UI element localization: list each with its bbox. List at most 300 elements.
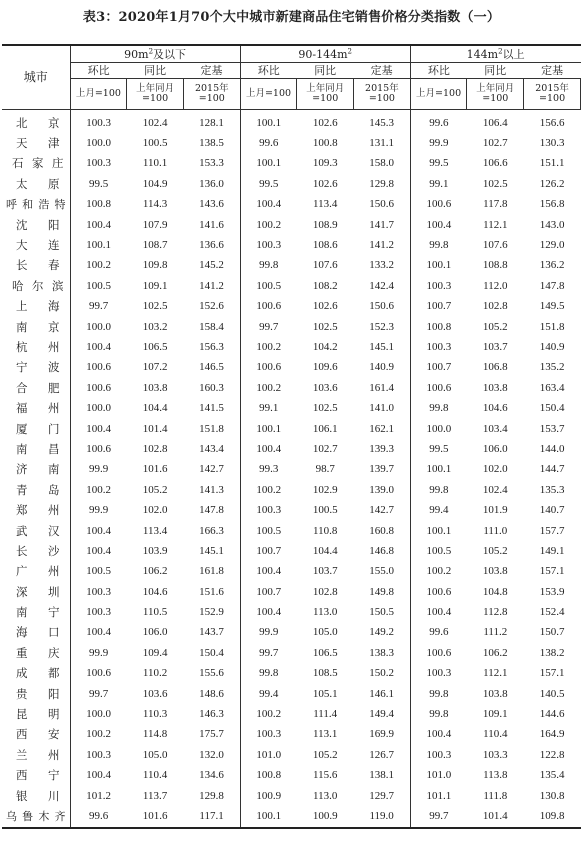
cell-large-yoy: 103.8 <box>482 687 508 700</box>
cell-mid-yoy: 103.7 <box>312 565 338 578</box>
cell-large-base: 147.8 <box>539 279 565 292</box>
cell-large-yoy: 106.6 <box>482 157 508 170</box>
cell-mid-yoy: 108.2 <box>312 279 338 292</box>
cell-large-mom: 99.5 <box>410 154 467 174</box>
cell-large-mom: 99.7 <box>410 806 467 827</box>
table-row <box>2 664 581 684</box>
city-name: 贵 阳 <box>16 686 60 701</box>
cell-small-yoy: 101.4 <box>142 422 168 435</box>
cell-small-mom: 100.6 <box>70 358 127 378</box>
cell-small-yoy: 113.4 <box>142 524 168 537</box>
cell-mid-mom: 99.7 <box>240 643 297 663</box>
cell-small-base: 152.9 <box>199 606 224 619</box>
cell-small-mom: 100.4 <box>70 337 127 357</box>
cell-small-mom: 100.2 <box>70 480 127 500</box>
col-header-mom: 环比 <box>240 63 297 79</box>
cell-small-mom: 100.1 <box>70 235 127 255</box>
cell-mid-base: 149.4 <box>369 708 395 721</box>
col-unit-base: 2015年=100 <box>524 79 581 110</box>
cell-mid-yoy: 113.1 <box>313 728 338 741</box>
cell-large-mom: 100.6 <box>410 195 467 215</box>
table-row <box>2 806 581 827</box>
city-name: 哈尔滨 <box>12 278 64 293</box>
cell-large-base: 144.6 <box>539 708 565 721</box>
cell-large-mom: 101.1 <box>410 786 467 806</box>
cell-small-base: 161.8 <box>199 565 224 578</box>
cell-large-base: 126.2 <box>539 177 565 190</box>
cell-large-base: 122.8 <box>539 748 565 761</box>
table-row <box>2 704 581 724</box>
cell-small-base: 136.0 <box>199 177 224 190</box>
city-name: 福 州 <box>16 401 60 416</box>
cell-small-base: 134.6 <box>199 769 224 782</box>
cell-large-mom: 101.0 <box>410 766 467 786</box>
cell-small-mom: 100.3 <box>70 745 127 765</box>
cell-mid-base: 149.8 <box>369 585 395 598</box>
cell-small-yoy: 113.7 <box>142 789 168 802</box>
cell-mid-yoy: 110.8 <box>313 524 338 537</box>
cell-mid-mom: 100.9 <box>240 786 297 806</box>
table-row <box>2 786 581 806</box>
cell-mid-base: 139.0 <box>369 483 395 496</box>
cell-large-base: 153.9 <box>539 585 565 598</box>
cell-small-mom: 100.8 <box>70 195 127 215</box>
cell-mid-yoy: 100.9 <box>297 806 354 827</box>
col-header-yoy: 同比 <box>314 64 337 77</box>
cell-small-mom: 99.7 <box>70 684 127 704</box>
city-name: 乌鲁木齐 <box>2 806 70 827</box>
city-name: 西 安 <box>16 727 60 742</box>
cell-mid-mom: 100.3 <box>240 235 297 255</box>
cell-small-mom: 100.6 <box>70 439 127 459</box>
cell-small-mom: 99.9 <box>70 500 127 520</box>
cell-large-yoy: 112.8 <box>483 606 508 619</box>
cell-mid-mom: 100.4 <box>240 602 297 622</box>
city-column-header: 城市 <box>2 45 70 110</box>
cell-large-yoy: 103.4 <box>482 422 508 435</box>
cell-mid-mom: 100.1 <box>240 806 297 827</box>
cell-mid-base: 141.0 <box>369 402 395 415</box>
cell-large-mom: 100.3 <box>410 745 467 765</box>
col-unit-yoy: 上年同月=100 <box>467 79 524 110</box>
cell-mid-mom: 100.6 <box>240 358 297 378</box>
group-header-small: $90m^2$及以下 <box>70 45 240 63</box>
cell-mid-mom: 99.9 <box>240 623 297 643</box>
table-row <box>2 154 581 174</box>
table-row <box>2 602 581 622</box>
cell-large-yoy: 101.4 <box>467 806 524 827</box>
cell-mid-yoy: 102.7 <box>312 442 338 455</box>
city-name: 北 京 <box>16 115 60 130</box>
cell-large-yoy: 110.4 <box>483 728 508 741</box>
cell-large-mom: 99.5 <box>410 439 467 459</box>
col-header-yoy: 同比 <box>144 64 167 77</box>
cell-large-yoy: 103.7 <box>482 340 508 353</box>
cell-small-yoy: 114.3 <box>142 198 168 211</box>
cell-small-mom: 100.5 <box>70 276 127 296</box>
city-name: 太 原 <box>16 176 60 191</box>
cell-small-yoy: 110.4 <box>142 769 168 782</box>
col-unit-yoy: 上年同月=100 <box>297 79 354 110</box>
cell-mid-yoy: 102.9 <box>312 483 338 496</box>
city-name: 广 州 <box>16 564 60 579</box>
cell-small-base: 141.5 <box>199 402 224 415</box>
cell-large-base: 156.6 <box>539 116 565 129</box>
cell-small-base: 150.4 <box>199 646 224 659</box>
cell-large-yoy: 106.2 <box>482 646 508 659</box>
cell-mid-yoy: 108.9 <box>312 218 338 231</box>
city-name: 呼和浩特 <box>6 198 66 212</box>
cell-mid-base: 149.2 <box>369 626 395 639</box>
cell-mid-base: 129.7 <box>369 789 395 802</box>
table-header <box>2 45 581 110</box>
cell-small-mom: 100.4 <box>70 419 127 439</box>
cell-large-mom: 99.6 <box>410 623 467 643</box>
cell-small-base: 138.5 <box>199 137 224 150</box>
cell-large-base: 149.5 <box>539 300 565 313</box>
cell-small-mom: 100.6 <box>70 664 127 684</box>
cell-small-base: 142.7 <box>199 463 224 476</box>
cell-large-base: 157.1 <box>539 667 565 680</box>
cell-mid-base: 138.1 <box>369 769 395 782</box>
cell-small-mom: 99.7 <box>70 297 127 317</box>
cell-mid-mom: 99.1 <box>240 398 297 418</box>
cell-large-base: 136.2 <box>539 259 565 272</box>
cell-large-yoy: 112.0 <box>483 279 508 292</box>
cell-large-mom: 99.8 <box>410 398 467 418</box>
city-name: 合 肥 <box>16 380 60 395</box>
cell-large-yoy: 104.8 <box>482 585 508 598</box>
cell-large-base: 151.1 <box>539 157 565 170</box>
cell-mid-mom: 100.2 <box>240 337 297 357</box>
cell-small-yoy: 102.0 <box>142 504 168 517</box>
city-name: 大 连 <box>16 238 60 253</box>
cell-mid-yoy: 102.6 <box>312 177 338 190</box>
cell-large-mom: 100.3 <box>410 337 467 357</box>
table-row <box>2 460 581 480</box>
cell-mid-base: 126.7 <box>369 748 395 761</box>
cell-mid-mom: 100.7 <box>240 541 297 561</box>
city-name: 西 宁 <box>16 768 60 783</box>
table-row <box>2 110 581 134</box>
cell-large-yoy: 102.7 <box>482 137 508 150</box>
cell-small-yoy: 106.5 <box>142 340 168 353</box>
cell-large-base: 140.5 <box>539 687 565 700</box>
cell-large-yoy: 106.0 <box>482 442 508 455</box>
cell-large-mom: 99.4 <box>410 500 467 520</box>
cell-large-yoy: 103.8 <box>482 381 508 394</box>
cell-large-base: 157.1 <box>539 565 565 578</box>
cell-mid-base: 139.7 <box>369 463 395 476</box>
cell-mid-base: 140.9 <box>369 361 395 374</box>
table-row <box>2 276 581 296</box>
cell-small-mom: 100.5 <box>70 562 127 582</box>
cell-small-base: 132.0 <box>199 748 224 761</box>
cell-large-yoy: 102.0 <box>482 463 508 476</box>
cell-large-base: 157.7 <box>539 524 565 537</box>
cell-mid-yoy: 105.2 <box>312 748 338 761</box>
cell-mid-base: 133.2 <box>369 259 395 272</box>
group-header-large: $144m^2$以上 <box>410 45 580 63</box>
city-name: 长 沙 <box>16 543 60 558</box>
cell-mid-mom: 100.4 <box>240 562 297 582</box>
cell-large-mom: 100.6 <box>410 378 467 398</box>
cell-mid-yoy: 113.0 <box>313 789 338 802</box>
table-row <box>2 582 581 602</box>
cell-mid-mom: 100.2 <box>240 704 297 724</box>
cell-mid-base: 152.3 <box>369 320 395 333</box>
cell-mid-yoy: 100.5 <box>312 504 338 517</box>
city-name: 南 京 <box>16 319 60 334</box>
city-name: 南 宁 <box>16 605 60 620</box>
cell-mid-yoy: 108.6 <box>312 239 338 252</box>
cell-small-yoy: 107.2 <box>142 361 168 374</box>
cell-small-yoy: 105.2 <box>142 483 168 496</box>
cell-mid-mom: 99.8 <box>240 256 297 276</box>
cell-large-mom: 99.8 <box>410 684 467 704</box>
cell-small-base: 152.6 <box>199 300 224 313</box>
cell-mid-base: 142.4 <box>369 279 395 292</box>
cell-small-base: 151.8 <box>199 422 224 435</box>
cell-large-mom: 99.8 <box>410 704 467 724</box>
cell-large-mom: 99.9 <box>410 133 467 153</box>
table-row <box>2 215 581 235</box>
col-unit-base: 2015年=100 <box>183 79 240 110</box>
col-unit-mom: 上月=100 <box>70 79 127 110</box>
table-row <box>2 541 581 561</box>
cell-mid-base: 155.0 <box>369 565 395 578</box>
table-row <box>2 358 581 378</box>
cell-large-mom: 100.3 <box>410 664 467 684</box>
col-header-mom: 环比 <box>70 63 127 79</box>
cell-mid-mom: 99.5 <box>240 174 297 194</box>
city-name: 济 南 <box>16 462 60 477</box>
cell-mid-yoy: 106.5 <box>312 646 338 659</box>
cell-small-mom: 100.0 <box>70 133 127 153</box>
cell-mid-yoy: 105.0 <box>312 626 338 639</box>
cell-small-mom: 100.4 <box>70 521 127 541</box>
cell-large-yoy: 103.8 <box>482 565 508 578</box>
cell-large-yoy: 112.1 <box>483 218 508 231</box>
cell-mid-yoy: 109.6 <box>312 361 338 374</box>
cell-small-yoy: 103.2 <box>142 320 168 333</box>
cell-mid-yoy: 107.6 <box>312 259 338 272</box>
cell-small-yoy: 103.6 <box>142 687 168 700</box>
cell-small-base: 141.2 <box>199 279 224 292</box>
cell-large-base: 140.9 <box>539 340 565 353</box>
cell-small-base: 175.7 <box>199 728 224 741</box>
col-header-base: 定基 <box>370 64 393 77</box>
cell-mid-base: 131.1 <box>369 137 395 150</box>
cell-large-base: 150.7 <box>539 626 565 639</box>
cell-mid-mom: 100.1 <box>240 110 297 134</box>
cell-mid-mom: 99.7 <box>240 317 297 337</box>
cell-small-yoy: 109.1 <box>142 279 168 292</box>
cell-mid-base: 139.3 <box>369 442 395 455</box>
cell-large-base: 130.8 <box>539 789 565 802</box>
col-header-yoy: 同比 <box>484 64 507 77</box>
cell-small-base: 145.1 <box>199 544 224 557</box>
cell-small-base: 151.6 <box>199 585 224 598</box>
table-row <box>2 256 581 276</box>
table-row <box>2 500 581 520</box>
cell-large-yoy: 107.6 <box>482 239 508 252</box>
city-name: 武 汉 <box>16 523 60 538</box>
cell-large-yoy: 105.2 <box>482 320 508 333</box>
cell-mid-yoy: 102.5 <box>312 402 338 415</box>
cell-large-base: 153.7 <box>539 422 565 435</box>
cell-mid-mom: 100.5 <box>240 276 297 296</box>
cell-mid-mom: 100.7 <box>240 582 297 602</box>
cell-large-base: 164.9 <box>539 728 565 741</box>
city-name: 重 庆 <box>16 645 60 660</box>
cell-large-yoy: 111.8 <box>483 789 508 802</box>
city-name: 杭 州 <box>16 339 60 354</box>
cell-large-base: 152.4 <box>539 606 565 619</box>
cell-large-mom: 100.6 <box>410 582 467 602</box>
cell-mid-base: 129.8 <box>369 177 395 190</box>
price-index-table <box>2 44 581 829</box>
cell-mid-mom: 100.2 <box>240 215 297 235</box>
cell-large-yoy: 106.4 <box>482 116 508 129</box>
cell-small-yoy: 110.2 <box>142 667 168 680</box>
cell-small-mom: 100.4 <box>70 623 127 643</box>
cell-large-mom: 100.1 <box>410 256 467 276</box>
cell-mid-yoy: 105.1 <box>312 687 338 700</box>
cell-mid-yoy: 106.1 <box>312 422 338 435</box>
cell-large-yoy: 104.6 <box>482 402 508 415</box>
cell-large-mom: 100.7 <box>410 297 467 317</box>
cell-large-base: 129.0 <box>539 239 565 252</box>
cell-large-base: 143.0 <box>539 218 565 231</box>
table-row <box>2 480 581 500</box>
cell-large-base: 109.8 <box>524 806 581 827</box>
cell-small-mom: 100.2 <box>70 256 127 276</box>
cell-mid-mom: 100.3 <box>240 725 297 745</box>
table-title: 表3：2020年1月70个大中城市新建商品住宅销售价格分类指数（一） <box>82 10 501 25</box>
cell-large-mom: 100.3 <box>410 276 467 296</box>
cell-large-yoy: 103.3 <box>482 748 508 761</box>
cell-mid-yoy: 102.6 <box>312 300 338 313</box>
table-row <box>2 297 581 317</box>
city-name: 银 川 <box>16 788 60 803</box>
col-header-base: 定基 <box>200 64 223 77</box>
cell-mid-yoy: 102.6 <box>312 116 338 129</box>
cell-mid-base: 150.6 <box>369 198 395 211</box>
cell-mid-yoy: 103.6 <box>312 381 338 394</box>
city-name: 天 津 <box>16 136 60 151</box>
cell-small-yoy: 107.9 <box>142 218 168 231</box>
col-header-mom: 环比 <box>410 63 467 79</box>
cell-small-yoy: 102.5 <box>142 300 168 313</box>
cell-mid-mom: 100.4 <box>240 195 297 215</box>
cell-small-base: 128.1 <box>199 116 224 129</box>
cell-small-yoy: 104.6 <box>142 585 168 598</box>
cell-large-base: 130.3 <box>539 137 565 150</box>
cell-mid-base: 146.1 <box>369 687 395 700</box>
cell-small-yoy: 102.8 <box>142 442 168 455</box>
cell-large-mom: 100.7 <box>410 358 467 378</box>
cell-mid-yoy: 100.8 <box>312 137 338 150</box>
city-name: 厦 门 <box>16 421 60 436</box>
city-name: 南 昌 <box>16 441 60 456</box>
cell-mid-yoy: 109.3 <box>312 157 338 170</box>
city-name: 石家庄 <box>12 156 64 171</box>
cell-mid-yoy: 108.5 <box>312 667 338 680</box>
cell-small-yoy: 105.0 <box>142 748 168 761</box>
cell-large-base: 135.2 <box>539 361 565 374</box>
cell-large-yoy: 102.8 <box>482 300 508 313</box>
city-name: 长 春 <box>16 258 60 273</box>
cell-large-yoy: 109.1 <box>482 708 508 721</box>
cell-small-base: 160.3 <box>199 381 224 394</box>
cell-small-mom: 100.4 <box>70 766 127 786</box>
cell-small-base: 148.6 <box>199 687 224 700</box>
cell-small-base: 146.5 <box>199 361 224 374</box>
cell-mid-mom: 100.2 <box>240 378 297 398</box>
cell-large-base: 149.1 <box>539 544 565 557</box>
cell-mid-base: 150.5 <box>369 606 395 619</box>
cell-small-yoy: 102.4 <box>142 116 168 129</box>
cell-mid-mom: 100.8 <box>240 766 297 786</box>
cell-mid-base: 162.1 <box>369 422 395 435</box>
table-row <box>2 562 581 582</box>
city-name: 青 岛 <box>16 482 60 497</box>
cell-large-mom: 99.8 <box>410 235 467 255</box>
cell-small-yoy: 106.2 <box>142 565 168 578</box>
city-name: 深 圳 <box>16 584 60 599</box>
cell-large-mom: 99.8 <box>410 480 467 500</box>
cell-small-mom: 99.5 <box>70 174 127 194</box>
cell-mid-mom: 99.3 <box>240 460 297 480</box>
table-body <box>2 110 581 828</box>
table-row <box>2 684 581 704</box>
cell-large-mom: 100.0 <box>410 419 467 439</box>
cell-large-mom: 100.4 <box>410 725 467 745</box>
cell-small-base: 143.4 <box>199 442 224 455</box>
cell-mid-base: 142.7 <box>369 504 395 517</box>
col-unit-mom: 上月=100 <box>410 79 467 110</box>
cell-mid-yoy: 113.0 <box>313 606 338 619</box>
cell-small-mom: 100.4 <box>70 541 127 561</box>
cell-large-yoy: 112.1 <box>483 667 508 680</box>
table-row <box>2 745 581 765</box>
table-row <box>2 174 581 194</box>
cell-small-mom: 101.2 <box>70 786 127 806</box>
cell-mid-mom: 99.4 <box>240 684 297 704</box>
cell-large-mom: 100.8 <box>410 317 467 337</box>
cell-mid-yoy: 113.4 <box>313 198 338 211</box>
cell-mid-mom: 101.0 <box>240 745 297 765</box>
table-row <box>2 317 581 337</box>
cell-small-mom: 100.2 <box>70 725 127 745</box>
cell-small-mom: 100.4 <box>70 215 127 235</box>
cell-mid-base: 145.1 <box>369 340 395 353</box>
cell-small-mom: 100.0 <box>70 704 127 724</box>
cell-large-base: 140.7 <box>539 504 565 517</box>
cell-large-yoy: 106.8 <box>482 361 508 374</box>
city-name: 郑 州 <box>16 503 60 518</box>
cell-mid-base: 138.3 <box>369 646 395 659</box>
cell-large-base: 144.0 <box>539 442 565 455</box>
cell-small-yoy: 110.3 <box>142 708 168 721</box>
cell-small-base: 141.3 <box>199 483 224 496</box>
cell-mid-base: 161.4 <box>369 381 395 394</box>
table-row <box>2 521 581 541</box>
cell-mid-mom: 100.4 <box>240 439 297 459</box>
city-name: 上 海 <box>16 299 60 314</box>
cell-small-yoy: 104.9 <box>142 177 168 190</box>
